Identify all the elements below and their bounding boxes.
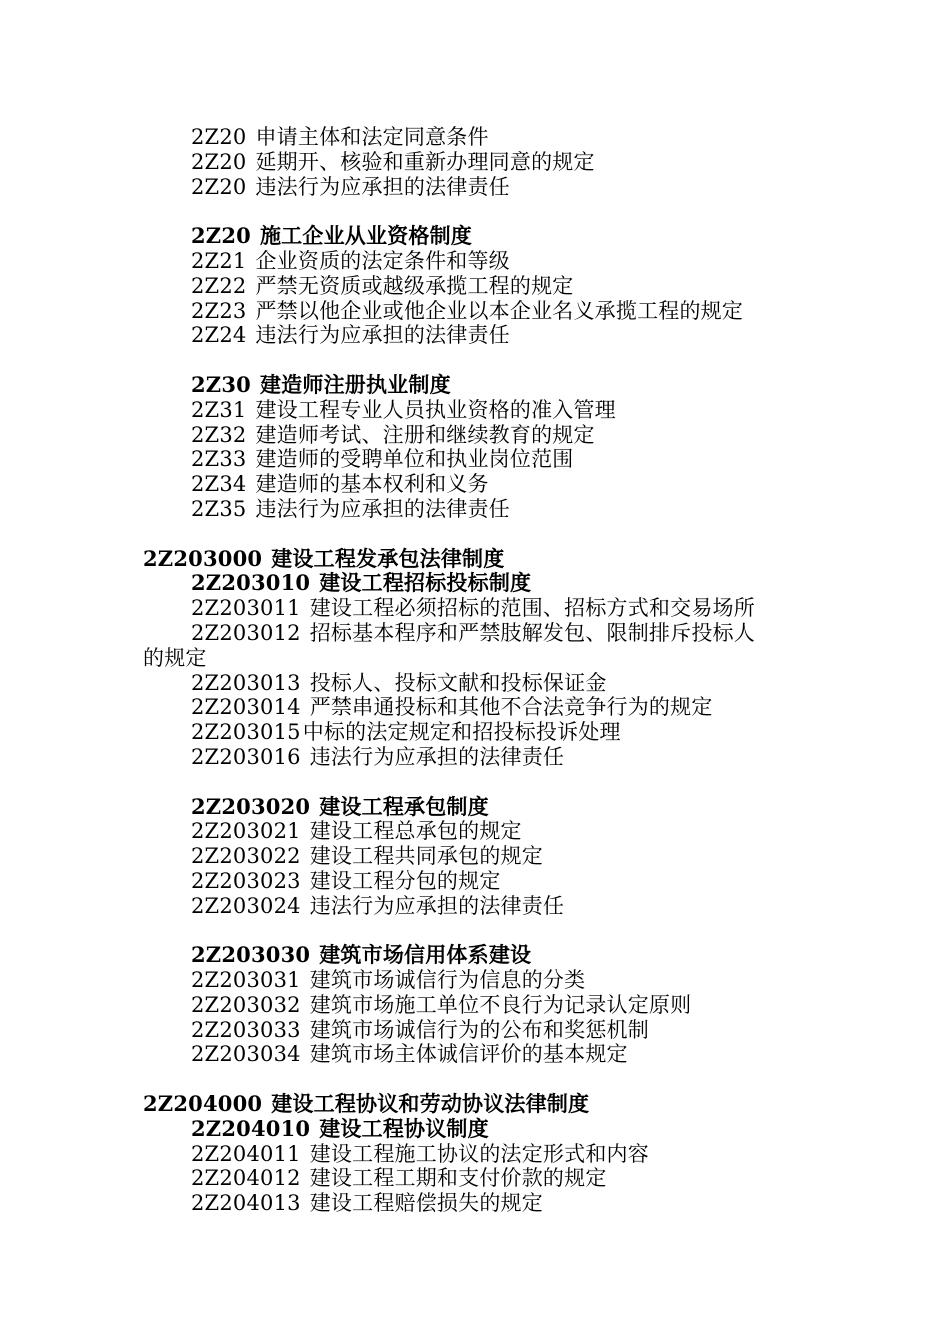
- item-code: 2Z204013: [191, 1191, 301, 1216]
- outline-item: [0, 472, 950, 497]
- item-code: 2Z203023: [191, 868, 301, 893]
- item-code: 2Z22: [191, 273, 247, 298]
- item-code: 2Z203012: [191, 620, 301, 645]
- item-text: 建设工程招标投标制度: [319, 570, 532, 596]
- item-code: 2Z31: [191, 397, 247, 422]
- item-text: 的规定: [143, 645, 207, 670]
- section-heading: [0, 373, 950, 398]
- outline-item: [0, 1191, 950, 1216]
- item-code: 2Z24: [191, 323, 247, 348]
- item-text: 建造师的受聘单位和执业岗位范围: [255, 447, 574, 472]
- item-code: 2Z203000: [143, 545, 263, 571]
- outline-item: [0, 819, 950, 844]
- outline-item: [0, 249, 950, 274]
- outline-item: [0, 125, 950, 150]
- item-code: 2Z203020: [191, 793, 311, 819]
- item-code: 2Z203030: [191, 942, 311, 968]
- blank-line: [0, 1067, 950, 1092]
- item-text: 施工企业从业资格制度: [259, 223, 472, 249]
- item-text: 建设工程发承包法律制度: [271, 545, 505, 571]
- item-text: 中标的法定规定和招投标投诉处理: [302, 720, 621, 745]
- item-text: 违法行为应承担的法律责任: [255, 496, 510, 521]
- item-text: 建设工程专业人员执业资格的准入管理: [255, 397, 616, 422]
- item-code: 2Z35: [191, 496, 247, 521]
- item-text: 违法行为应承担的法律责任: [309, 744, 565, 769]
- blank-line: [0, 770, 950, 795]
- item-code: 2Z203013: [191, 670, 301, 695]
- document-page: [0, 125, 950, 1216]
- item-code: 2Z203011: [191, 596, 301, 621]
- item-code: 2Z20: [191, 125, 247, 149]
- item-text: 投标人、投标文献和投标保证金: [309, 670, 607, 695]
- outline-item: [0, 1018, 950, 1043]
- item-code: 2Z33: [191, 447, 247, 472]
- item-text: 建筑市场信用体系建设: [319, 942, 532, 968]
- outline-item: [0, 844, 950, 869]
- outline-item: [0, 596, 950, 621]
- item-text: 建设工程工期和支付价款的规定: [309, 1166, 607, 1191]
- outline-item: [0, 993, 950, 1018]
- item-text: 建设工程赔偿损失的规定: [309, 1191, 543, 1216]
- outline-item: [0, 894, 950, 919]
- item-text: 建造师注册执业制度: [259, 371, 451, 397]
- item-code: 2Z204011: [191, 1141, 301, 1166]
- item-code: 2Z21: [191, 248, 247, 273]
- section-heading: [0, 224, 950, 249]
- item-code: 2Z203015: [191, 720, 301, 745]
- outline-item: [0, 299, 950, 324]
- item-code: 2Z203016: [191, 744, 301, 769]
- item-code: 2Z203021: [191, 819, 301, 844]
- item-code: 2Z20: [191, 174, 247, 199]
- item-text: 建设工程协议制度: [319, 1115, 489, 1141]
- item-code: 2Z30: [191, 371, 251, 397]
- item-text: 建造师考试、注册和继续教育的规定: [255, 422, 595, 447]
- item-text: 延期开、核验和重新办理同意的规定: [255, 149, 595, 174]
- item-code: 2Z203014: [191, 695, 301, 720]
- item-code: 2Z203032: [191, 992, 301, 1017]
- item-text: 建设工程分包的规定: [309, 868, 501, 893]
- outline-item: [0, 1166, 950, 1191]
- item-text: 违法行为应承担的法律责任: [255, 174, 510, 199]
- item-text: 建设工程总承包的规定: [309, 819, 522, 844]
- outline-item: [0, 869, 950, 894]
- outline-item: [0, 671, 950, 696]
- item-code: 2Z203010: [191, 570, 311, 596]
- item-code: 2Z204012: [191, 1166, 301, 1191]
- item-text: 违法行为应承担的法律责任: [255, 323, 510, 348]
- outline-item: [0, 175, 950, 200]
- item-text: 建设工程施工协议的法定形式和内容: [309, 1141, 649, 1166]
- item-text: 建筑市场诚信行为信息的分类: [309, 968, 586, 993]
- item-text: 建设工程承包制度: [319, 793, 489, 819]
- item-code: 2Z203033: [191, 1017, 301, 1042]
- item-text: 建筑市场诚信行为的公布和奖惩机制: [309, 1017, 649, 1042]
- section-heading: [0, 943, 950, 968]
- outline-item: [0, 423, 950, 448]
- outline-item: [0, 1042, 950, 1067]
- section-heading: [0, 795, 950, 820]
- section-heading: [0, 1117, 950, 1142]
- blank-line: [0, 919, 950, 944]
- item-code: 2Z204000: [143, 1091, 263, 1117]
- item-text: 严禁以他企业或他企业以本企业名义承揽工程的规定: [255, 298, 744, 323]
- item-text: 建造师的基本权利和义务: [255, 472, 489, 497]
- item-code: 2Z20: [191, 149, 247, 174]
- outline-item: [0, 720, 950, 745]
- item-text: 建筑市场施工单位不良行为记录认定原则: [309, 992, 692, 1017]
- item-code: 2Z203034: [191, 1042, 301, 1067]
- blank-line: [0, 348, 950, 373]
- outline-item: [0, 323, 950, 348]
- outline-item: [0, 745, 950, 770]
- chapter-heading: [0, 1092, 950, 1117]
- item-text: 建设工程必须招标的范围、招标方式和交易场所: [309, 596, 755, 621]
- outline-item: [0, 968, 950, 993]
- outline-item: [0, 274, 950, 299]
- outline-item: [0, 447, 950, 472]
- item-code: 2Z203022: [191, 844, 301, 869]
- item-text: 违法行为应承担的法律责任: [309, 893, 565, 918]
- item-code: 2Z204010: [191, 1115, 311, 1141]
- blank-line: [0, 522, 950, 547]
- item-text: 严禁无资质或越级承揽工程的规定: [255, 273, 574, 298]
- outline-item: [0, 1142, 950, 1167]
- item-text: 建设工程共同承包的规定: [309, 844, 543, 869]
- item-code: 2Z203031: [191, 968, 301, 993]
- blank-line: [0, 199, 950, 224]
- item-text: 招标基本程序和严禁肢解发包、限制排斥投标人: [309, 620, 755, 645]
- outline-item: [0, 695, 950, 720]
- item-code: 2Z203024: [191, 893, 301, 918]
- item-text: 建筑市场主体诚信评价的基本规定: [309, 1042, 628, 1067]
- item-text: 企业资质的法定条件和等级: [255, 248, 510, 273]
- chapter-heading: [0, 547, 950, 572]
- wrapped-line: [0, 646, 950, 671]
- outline-item: [0, 621, 950, 646]
- item-text: 申请主体和法定同意条件: [255, 125, 489, 149]
- item-code: 2Z23: [191, 298, 247, 323]
- outline-item: [0, 150, 950, 175]
- item-code: 2Z34: [191, 472, 247, 497]
- item-code: 2Z32: [191, 422, 247, 447]
- outline-item: [0, 497, 950, 522]
- item-text: 建设工程协议和劳动协议法律制度: [271, 1091, 590, 1117]
- outline-item: [0, 398, 950, 423]
- item-text: 严禁串通投标和其他不合法竞争行为的规定: [309, 695, 713, 720]
- item-code: 2Z20: [191, 223, 251, 249]
- section-heading: [0, 571, 950, 596]
